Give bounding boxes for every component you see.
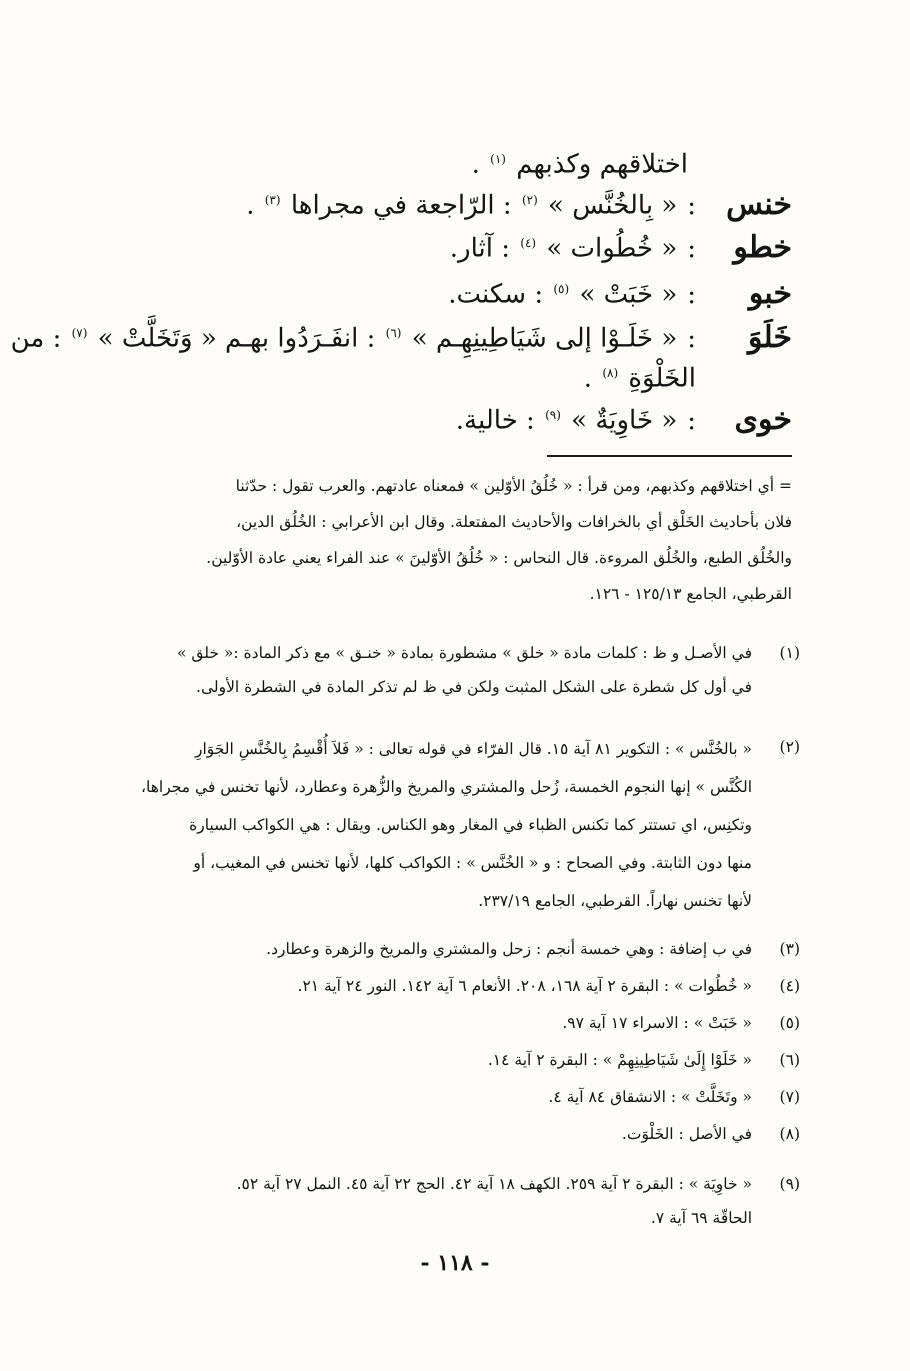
footnote-ref: (٨)	[602, 366, 619, 380]
entry-end: .	[583, 363, 593, 394]
entry-meaning: : الرّاجعة في مجراها	[290, 190, 512, 221]
headword: خنس	[726, 186, 792, 222]
entry-khalaw-continued	[584, 356, 696, 396]
footnote-number: (٧)	[779, 1088, 800, 1106]
continuation-text: اختلاقهم وكذبهم	[516, 149, 688, 180]
footnote-divider	[547, 455, 792, 457]
footnote-ref: (٦)	[385, 326, 402, 340]
headword: خطو	[733, 229, 792, 265]
footnote-ref: (١)	[490, 152, 506, 166]
footnote-8	[128, 1117, 800, 1151]
footnote-number: (١)	[779, 644, 800, 662]
footnote-ref: (٧)	[71, 326, 88, 340]
footnote-line: « خاوِيَة » : البقرة ٢ آية ٢٥٩. الكهف ١٨ آية ٤٢. الحج ٢٢ آية ٤٥. النمل ٢٧ آية ٥٢.	[236, 1175, 752, 1193]
entry-meaning: : انفَـرَدُوا بهـم « وَتَخَلَّتْ »	[97, 323, 376, 354]
footnote-number: (٦)	[779, 1051, 800, 1069]
footnote-1	[128, 636, 800, 704]
entry-meaning: : آثار.	[449, 233, 510, 264]
entry-quote: « خَبَتْ »	[579, 279, 678, 310]
footnote-3	[128, 932, 800, 966]
footnote-line: منها دون الثابتة. وفي الصحاح : و « الخُنَّس » : الكواكب كلها، لأنها تخنس في المغيب، أو	[193, 854, 752, 872]
headword-separator: :	[687, 323, 696, 354]
headword-separator: :	[687, 279, 696, 310]
footnote-line: « خَلَوْا إِلَىٰ شَيَاطِينِهِمْ » : البقرة ٢ آية ١٤.	[487, 1051, 752, 1069]
headword-separator: :	[687, 190, 696, 221]
footnote-number: (٩)	[779, 1175, 800, 1193]
footnote-ref: (٤)	[520, 236, 537, 250]
footnote-line: الكُنَّس » إنها النجوم الخمسة، زُحل والمشتري والمريخ والزُّهرة وعطارد، لأنها تخنس في مجراها،	[141, 778, 752, 796]
continuation-end: .	[471, 149, 480, 180]
headword-separator: :	[687, 233, 696, 264]
entry-meaning: : سكنت.	[448, 279, 544, 310]
entry-khawa	[456, 398, 792, 438]
entry-meaning-line2: الخَلْوَةِ	[628, 363, 696, 394]
headword: خَلَوَ	[748, 319, 792, 355]
entry-quote: « خَاوِيَةٌ »	[571, 405, 678, 436]
footnote-line: في الأصـل و ظ : كلمات مادة « خلق » مشطورة بمادة « خنـق » مع ذكر المادة :« خلق »	[176, 644, 752, 662]
footnote-line: = أي اختلاقهم وكذبهم، ومن قرأ : « خُلُقُ الأوّلين » فمعناه عادتهم. والعرب تقول : حدّثنا	[235, 477, 792, 495]
footnote-9	[128, 1167, 800, 1235]
footnote-5	[128, 1006, 800, 1040]
footnote-ref: (٩)	[545, 408, 561, 422]
footnote-2	[128, 730, 800, 920]
footnote-7	[128, 1080, 800, 1114]
footnote-ref: (٥)	[553, 282, 570, 296]
footnote-line: والخُلُق الطبع، والخُلُق المروءة. قال النحاس : « خُلُقُ الأوّلينَ » عند الفراء يعني عادة الأوّلين.	[206, 549, 792, 567]
entry-khatawa	[450, 226, 792, 266]
footnote-line: فلان بأحاديث الخَلْق أي بالخرافات والأحاديث المفتعلة. وقال ابن الأعرابي : الخُلُق الدين،	[236, 513, 792, 531]
entry-meaning-2: : من	[10, 323, 62, 354]
entry-end: .	[246, 190, 255, 221]
headword: خوى	[734, 401, 792, 437]
footnote-ref: (٣)	[264, 193, 281, 207]
footnote-number: (٤)	[779, 977, 800, 995]
footnote-6	[128, 1043, 800, 1077]
footnote-line: « خُطُوات » : البقرة ٢ آية ١٦٨، ٢٠٨. الأنعام ٦ آية ١٤٢. النور ٢٤ آية ٢١.	[297, 977, 752, 995]
footnote-line: لأنها تخنس نهاراً. القرطبي، الجامع ٢٣٧/١٩.	[478, 892, 752, 910]
footnote-number: (٨)	[779, 1125, 800, 1143]
entry-quote: « خُطُوات »	[546, 233, 678, 264]
footnote-line: في الأصل : الخَلْوَت.	[621, 1125, 752, 1143]
footnote-4	[128, 969, 800, 1003]
footnote-number: (٣)	[779, 940, 800, 958]
footnote-line: « بالخُنَّس » : التكوير ٨١ آية ١٥. قال الفرّاء في قوله تعالى : « فَلاَ أُقْسِمُ بِالخُنَّسِ الجَوَارِ	[194, 740, 752, 758]
entry-khalaw	[11, 316, 792, 356]
footnote-line: الحاقّة ٦٩ آية ٧.	[650, 1209, 752, 1227]
headword: خبو	[748, 275, 792, 311]
entry-quote: « خَلَـوْا إلى شَيَاطِينِهِـم »	[411, 323, 678, 354]
footnote-line: « خَبَتْ » : الاسراء ١٧ آية ٩٧.	[562, 1014, 752, 1032]
footnote-line: القرطبي، الجامع ١٢٥/١٣ - ١٢٦.	[589, 585, 792, 603]
footnote-line: في أول كل شطرة على الشكل المثبت ولكن في ظ لم تذكر المادة في الشطرة الأولى.	[196, 678, 752, 696]
footnote-line: في ب إضافة : وهي خمسة أنجم : زحل والمشتري والمريخ والزهرة وعطارد.	[266, 940, 752, 958]
entry-quote: « بِالخُنَّس »	[548, 190, 678, 221]
entry-continuation	[472, 142, 688, 182]
entry-meaning: : خالية.	[455, 405, 535, 436]
footnote-ref: (٢)	[521, 193, 538, 207]
footnote-line: وتكنِس، اي تستتر كما تكنس الظباء في المغار وهو الكناس. ويقال : هي الكواكب السيارة	[189, 816, 752, 834]
page-number: - ١١٨ -	[420, 1250, 490, 1276]
footnote-line: « وتَخَلَّتْ » : الانشقاق ٨٤ آية ٤.	[548, 1088, 752, 1106]
entry-khabaw	[448, 272, 792, 312]
entry-khanas	[246, 183, 792, 223]
continued-footnote	[132, 468, 792, 612]
footnote-number: (٥)	[779, 1014, 800, 1032]
headword-separator: :	[687, 405, 696, 436]
footnote-number: (٢)	[779, 738, 800, 756]
